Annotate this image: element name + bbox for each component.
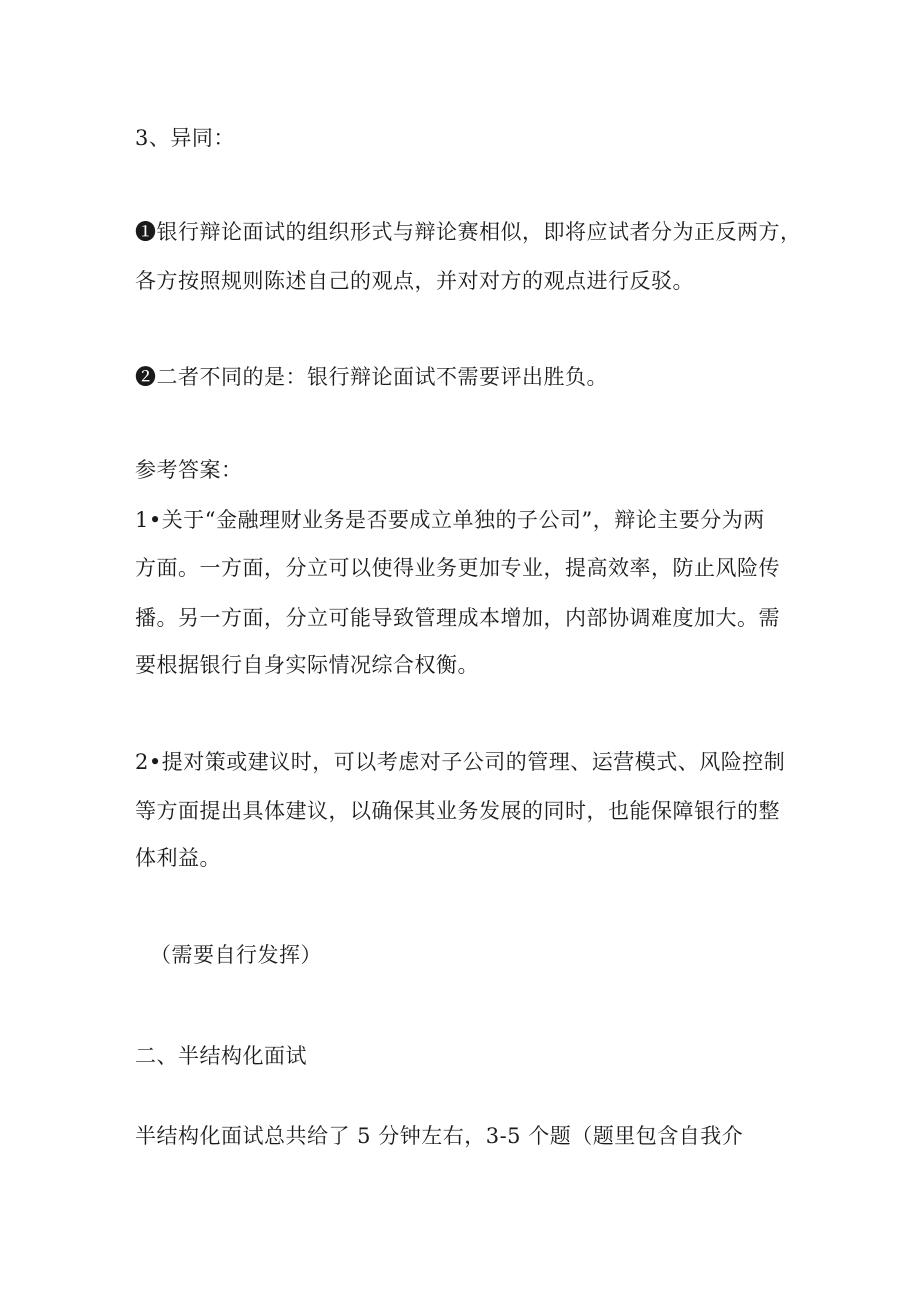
answer-1-line-3: 播。另一方面，分立可能导致管理成本增加，内部协调难度加大。需 <box>135 606 780 630</box>
difference-text: 二者不同的是：银行辩论面试不需要评出胜负。 <box>156 365 608 389</box>
similarity-paragraph-line-1 <box>135 217 802 247</box>
answer-1-line-4: 要根据银行自身实际情况综合权衡。 <box>135 653 479 677</box>
numbered-circle-2-icon: ❷ <box>135 365 157 389</box>
numbered-circle-1-icon: ❶ <box>135 220 157 244</box>
semi-structured-intro-text: 半结构化面试总共给了 5 分钟左右，3-5 个题（题里包含自我介 <box>135 1124 744 1148</box>
section-2-heading: 二、半结构化面试 <box>135 1044 307 1068</box>
similarity-text-line-1: 银行辩论面试的组织形式与辩论赛相似，即将应试者分为正反两方， <box>156 220 802 244</box>
answer-2-line-3: 体利益。 <box>135 846 221 870</box>
answer-2-line-2: 等方面提出具体建议，以确保其业务发展的同时，也能保障银行的整 <box>135 799 780 823</box>
self-elaborate-note: （需要自行发挥） <box>150 943 322 967</box>
answer-1-line-2: 方面。一方面，分立可以使得业务更加专业，提高效率，防止风险传 <box>135 556 780 580</box>
similarity-paragraph-line-2: 各方按照规则陈述自己的观点，并对对方的观点进行反驳。 <box>135 269 694 293</box>
answer-2-line-1: 2•提对策或建议时，可以考虑对子公司的管理、运营模式、风险控制 <box>135 750 786 774</box>
section-heading-similarities-differences: 3、异同： <box>135 126 235 150</box>
reference-answer-label: 参考答案： <box>135 458 243 482</box>
difference-paragraph <box>135 362 608 392</box>
answer-1-line-1: 1•关于“金融理财业务是否要成立单独的子公司”，辩论主要分为两 <box>135 508 765 532</box>
